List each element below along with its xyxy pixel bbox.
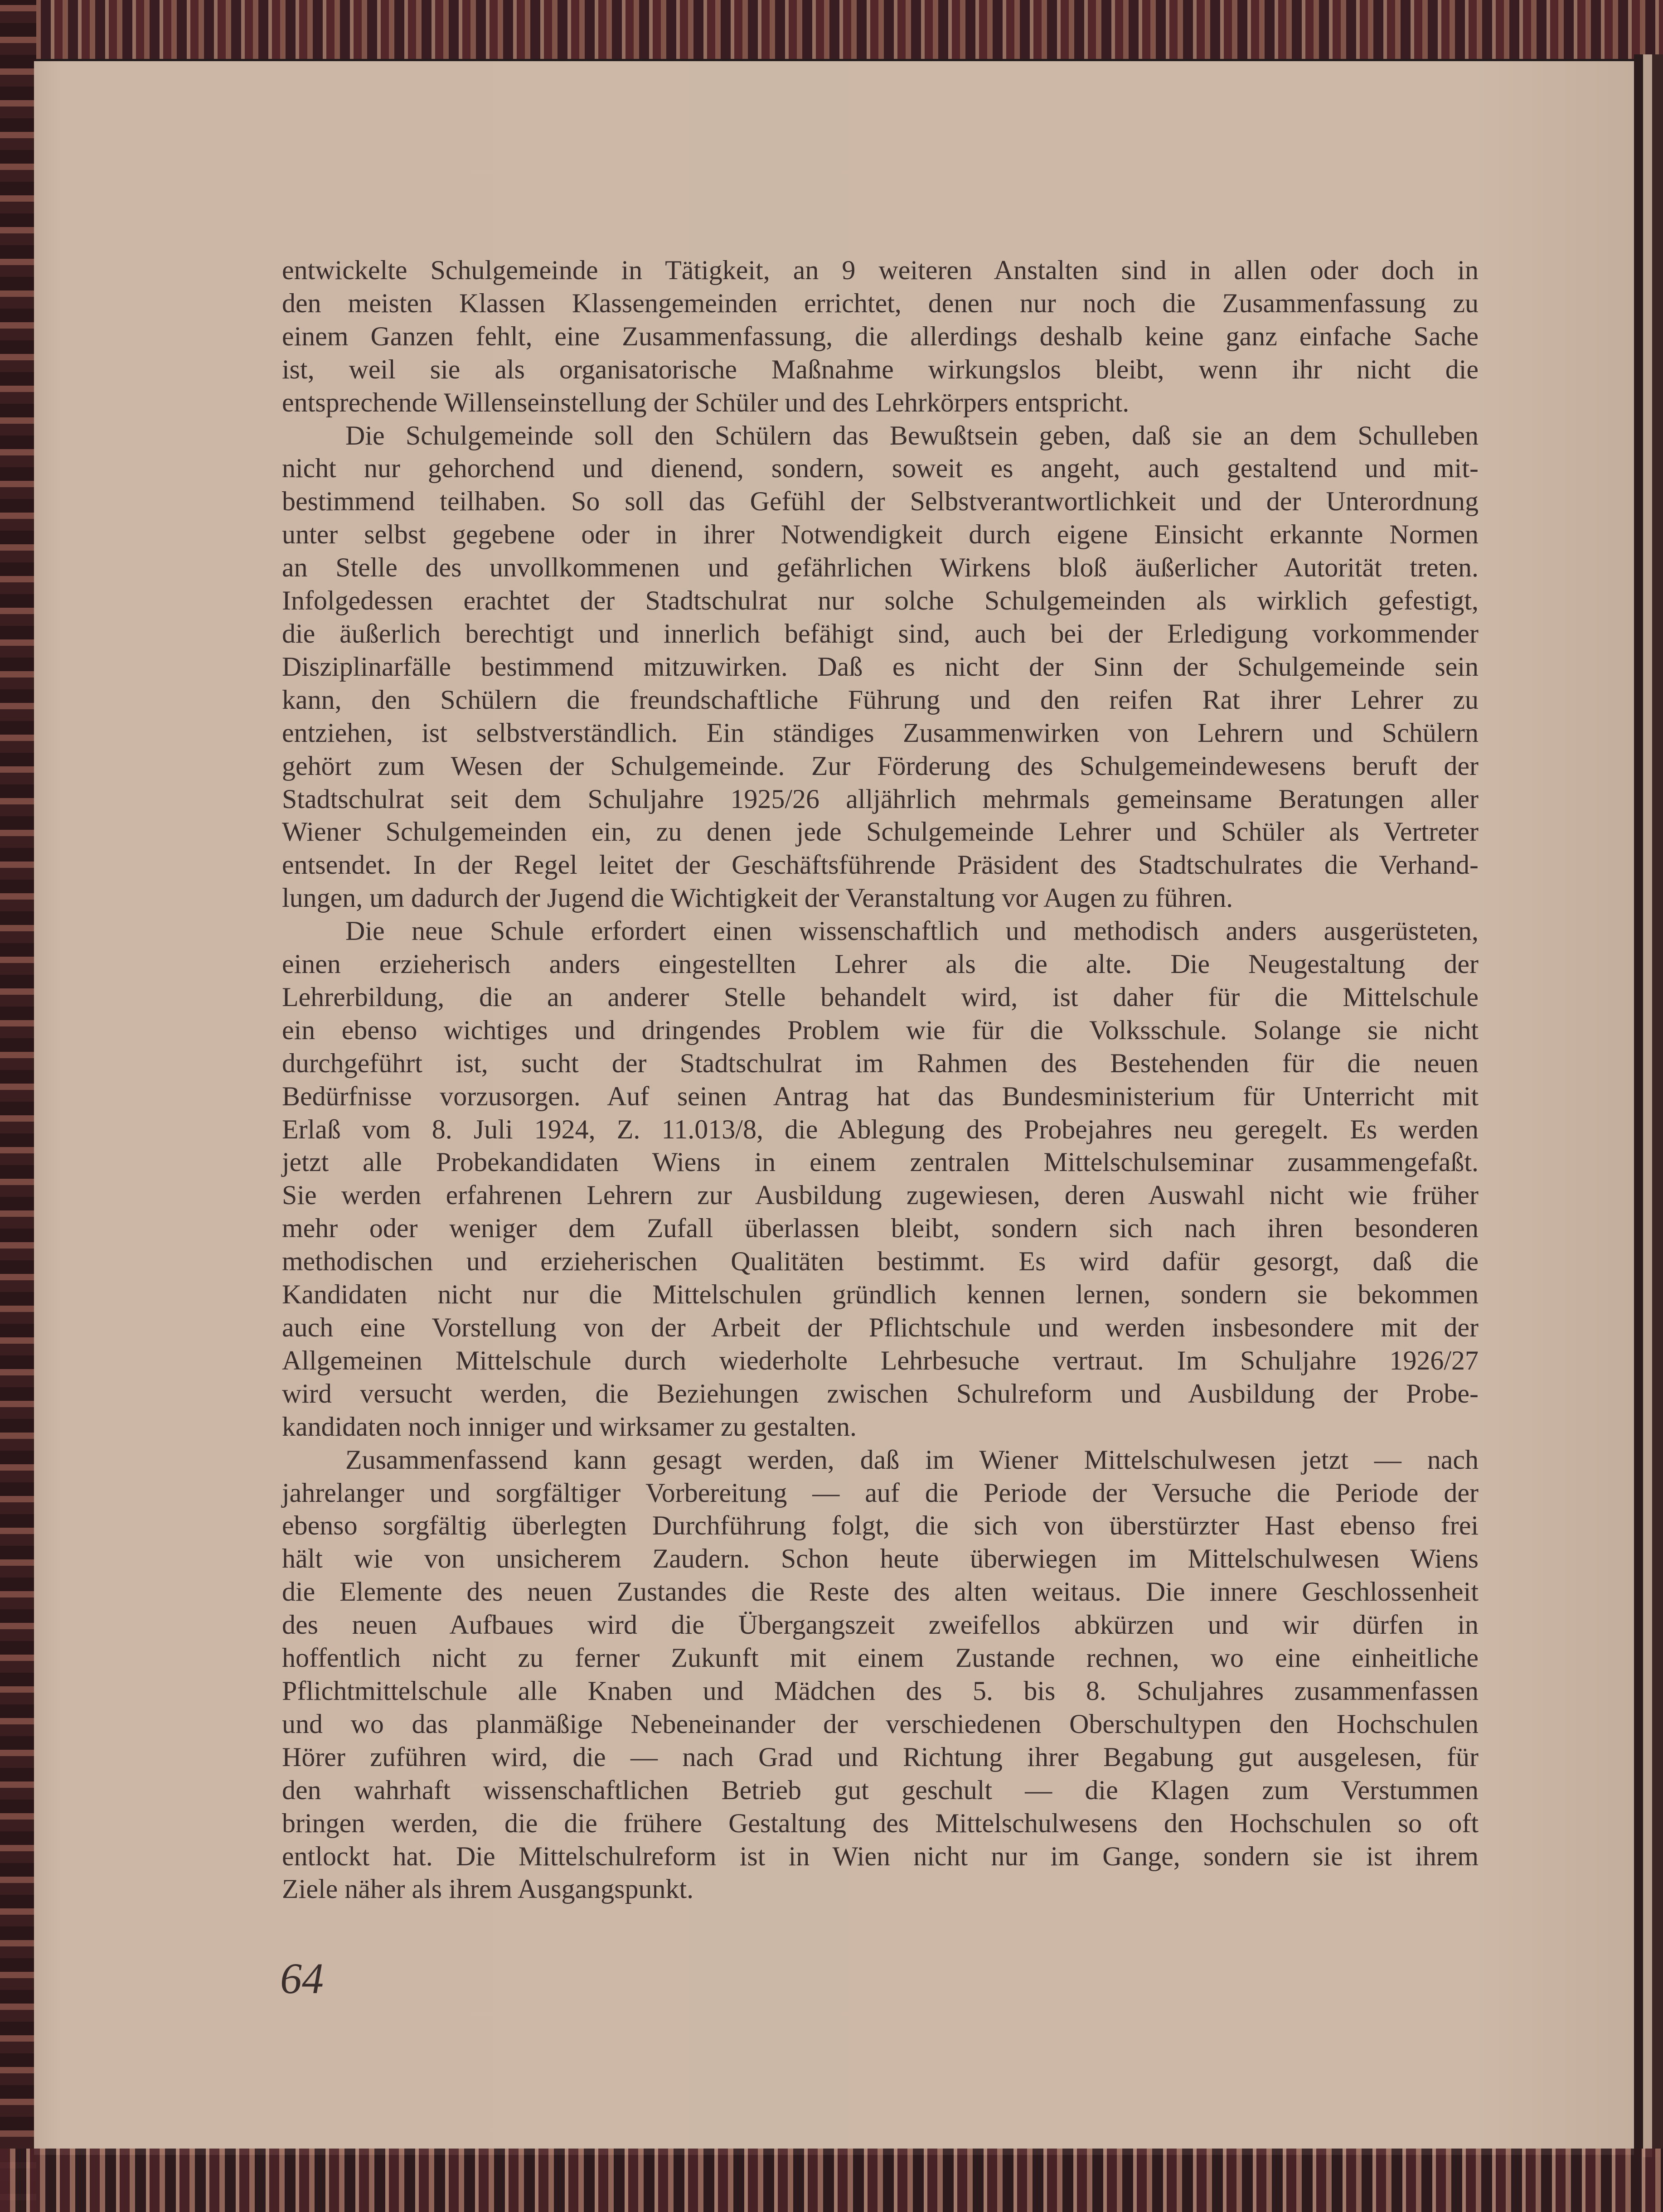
page-edge-right [1634, 54, 1663, 2157]
text-line: Hörer zuführen wird, die — nach Grad und Richtung ihrer Begabung gut ausgelesen, für [282, 1742, 1479, 1772]
text-line: des neuen Aufbaues wird die Übergangszeit zweifellos abkürzen und wir dürfen in [282, 1610, 1479, 1640]
text-line: und wo das planmäßige Nebeneinander der verschiedenen Oberschultypen den Hochschulen [282, 1709, 1479, 1739]
text-line: Die neue Schule erfordert einen wissenschaftlich und methodisch anders ausgerüsteten, [345, 916, 1479, 946]
text-line: einem Ganzen fehlt, eine Zusammenfassung, die allerdings deshalb keine ganz einfache Sache [282, 321, 1479, 351]
text-line: Sie werden erfahrenen Lehrern zur Ausbildung zugewiesen, deren Auswahl nicht wie früher [282, 1180, 1479, 1210]
text-line: methodischen und erzieherischen Qualitäten bestimmt. Es wird dafür gesorgt, daß die [282, 1246, 1479, 1277]
text-line: ebenso sorgfältig überlegten Durchführung folgt, die sich von überstürzter Hast ebenso frei [282, 1510, 1479, 1541]
text-line: kandidaten noch inniger und wirksamer zu gestalten. [282, 1411, 857, 1442]
text-line: Die Schulgemeinde soll den Schülern das Bewußtsein geben, daß sie an dem Schulleben [345, 420, 1479, 450]
text-line: die Elemente des neuen Zustandes die Reste des alten weitaus. Die innere Geschlossenheit [282, 1577, 1479, 1607]
book-binding-left [0, 0, 36, 2212]
text-line: Pflichtmittelschule alle Knaben und Mädchen des 5. bis 8. Schuljahres zusammenfassen [282, 1675, 1479, 1706]
text-line: lungen, um dadurch der Jugend die Wichtigkeit der Veranstaltung vor Augen zu führen. [282, 883, 1233, 913]
text-line: Ziele näher als ihrem Ausgangspunkt. [282, 1874, 694, 1904]
text-line: Bedürfnisse vorzusorgen. Auf seinen Antrag hat das Bundesministerium für Unterricht mit [282, 1081, 1479, 1111]
text-line: entziehen, ist selbstverständlich. Ein ständiges Zusammenwirken von Lehrern und Schülern [282, 717, 1479, 748]
text-line: den meisten Klassen Klassengemeinden errichtet, denen nur noch die Zusammenfassung zu [282, 288, 1479, 318]
text-line: Wiener Schulgemeinden ein, zu denen jede Schulgemeinde Lehrer und Schüler als Vertreter [282, 817, 1479, 847]
page-number: 64 [280, 1954, 324, 2003]
text-line: bringen werden, die die frühere Gestaltung des Mittelschulwesens den Hochschulen so oft [282, 1808, 1479, 1838]
text-line: Infolgedessen erachtet der Stadtschulrat nur solche Schulgemeinden als wirklich gefestigt, [282, 586, 1479, 616]
text-line: hoffentlich nicht zu ferner Zukunft mit einem Zustande rechnen, wo eine einheitliche [282, 1643, 1479, 1673]
text-line: den wahrhaft wissenschaftlichen Betrieb gut geschult — die Klagen zum Verstummen [282, 1775, 1479, 1805]
text-line: mehr oder weniger dem Zufall überlassen bleibt, sondern sich nach ihren besonderen [282, 1213, 1479, 1244]
text-line: bestimmend teilhaben. So soll das Gefühl der Selbstverantwortlichkeit und der Unterordnung [282, 486, 1479, 517]
text-line: Disziplinarfälle bestimmend mitzuwirken. Daß es nicht der Sinn der Schulgemeinde sein [282, 651, 1479, 682]
text-line: entsprechende Willenseinstellung der Schüler und des Lehrkörpers entspricht. [282, 387, 1130, 417]
text-line: Kandidaten nicht nur die Mittelschulen gründlich kennen lernen, sondern sie bekommen [282, 1279, 1479, 1310]
text-line: durchgeführt ist, sucht der Stadtschulrat im Rahmen des Bestehenden für die neuen [282, 1048, 1479, 1078]
text-line: Erlaß vom 8. Juli 1924, Z. 11.013/8, die Ablegung des Probejahres neu geregelt. Es werden [282, 1114, 1479, 1144]
text-line: unter selbst gegebene oder in ihrer Notwendigkeit durch eigene Einsicht erkannte Normen [282, 519, 1479, 550]
text-line: jahrelanger und sorgfältiger Vorbereitung — auf die Periode der Versuche die Periode der [282, 1477, 1479, 1508]
text-line: Stadtschulrat seit dem Schuljahre 1925/26 alljährlich mehrmals gemeinsame Beratungen aller [282, 784, 1479, 814]
text-line: entsendet. In der Regel leitet der Geschäftsführende Präsident des Stadtschulrates die Verhand- [282, 850, 1479, 880]
text-line: entwickelte Schulgemeinde in Tätigkeit, an 9 weiteren Anstalten sind in allen oder doch in [282, 255, 1479, 285]
text-line: auch eine Vorstellung von der Arbeit der Pflichtschule und werden insbesondere mit der [282, 1312, 1479, 1342]
body-text [282, 254, 1479, 1906]
text-line: die äußerlich berechtigt und innerlich befähigt sind, auch bei der Erledigung vorkommender [282, 618, 1479, 649]
text-line: jetzt alle Probekandidaten Wiens in einem zentralen Mittelschulseminar zusammengefaßt. [282, 1147, 1479, 1177]
paragraph [282, 1443, 1479, 1906]
text-line: Allgemeinen Mittelschule durch wiederholte Lehrbesuche vertraut. Im Schuljahre 1926/27 [282, 1345, 1479, 1375]
text-line: kann, den Schülern die freundschaftliche Führung und den reifen Rat ihrer Lehrer zu [282, 684, 1479, 715]
text-line: an Stelle des unvollkommenen und gefährlichen Wirkens bloß äußerlicher Autorität treten. [282, 552, 1479, 583]
text-line: Lehrerbildung, die an anderer Stelle behandelt wird, ist daher für die Mittelschule [282, 982, 1479, 1012]
text-line: entlockt hat. Die Mittelschulreform ist in Wien nicht nur im Gange, sondern sie ist ihrem [282, 1841, 1479, 1871]
marbled-top-edge [0, 0, 1663, 59]
text-line: nicht nur gehorchend und dienend, sondern, soweit es angeht, auch gestaltend und mit- [282, 453, 1479, 484]
text-line: hält wie von unsicherem Zaudern. Schon heute überwiegen im Mittelschulwesen Wiens [282, 1544, 1479, 1574]
text-line: Zusammenfassend kann gesagt werden, daß im Wiener Mittelschulwesen jetzt — nach [345, 1444, 1479, 1475]
text-line: einen erzieherisch anders eingestellten Lehrer als die alte. Die Neugestaltung der [282, 949, 1479, 979]
paragraph [282, 254, 1479, 419]
paragraph [282, 419, 1479, 915]
text-line: ist, weil sie als organisatorische Maßnahme wirkungslos bleibt, wenn ihr nicht die [282, 354, 1479, 384]
paragraph [282, 915, 1479, 1443]
text-line: ein ebenso wichtiges und dringendes Problem wie für die Volksschule. Solange sie nicht [282, 1015, 1479, 1045]
marbled-bottom-edge [0, 2149, 1663, 2212]
text-line: gehört zum Wesen der Schulgemeinde. Zur Förderung des Schulgemeindewesens beruft der [282, 750, 1479, 781]
text-line: wird versucht werden, die Beziehungen zwischen Schulreform und Ausbildung der Probe- [282, 1378, 1479, 1409]
